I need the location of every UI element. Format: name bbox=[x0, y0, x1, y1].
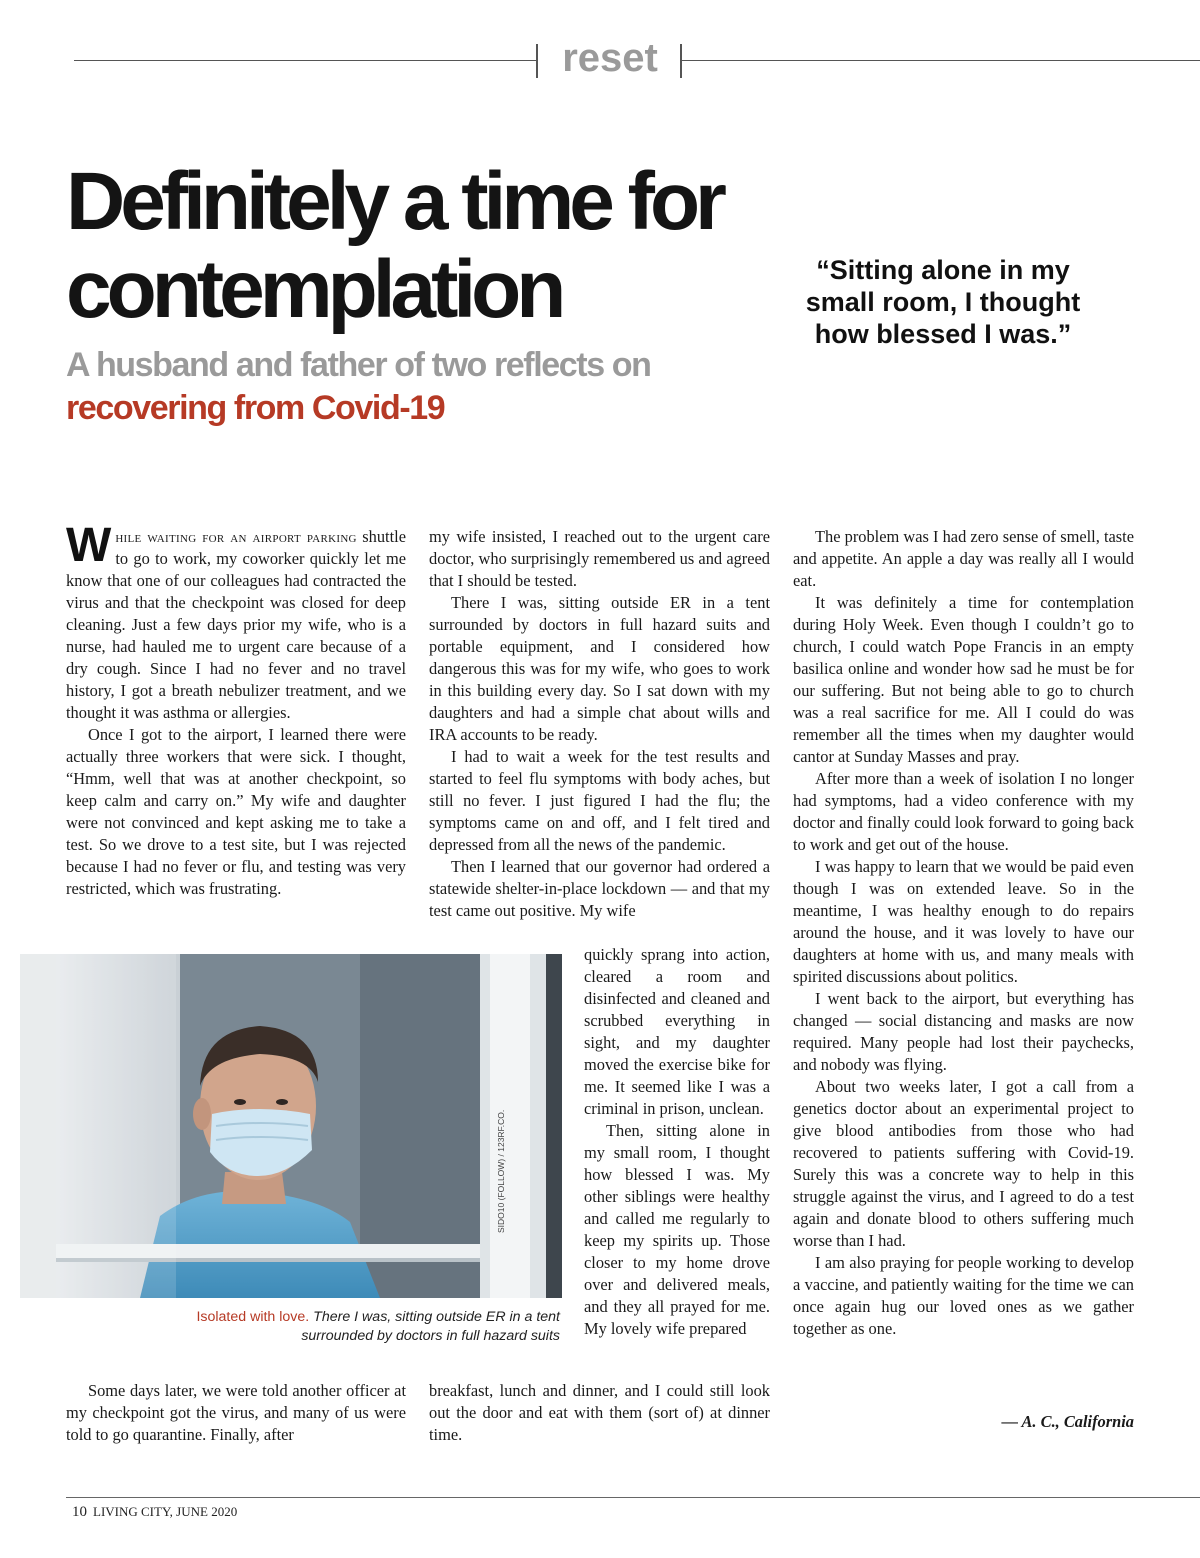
column-2-top bbox=[429, 526, 770, 922]
section-label: reset bbox=[562, 36, 658, 80]
article-paragraph: Once I got to the airport, I learned there were actually three workers that were sick. I thought, “Hmm, well that was at another checkpoint, so keep calm and carry on.” My wife and daughter were not convinced and kept asking me to take a test. So we drove to a test site, but I was rejected because I had no fever or flu, and testing was very restricted, which was frustrating. bbox=[66, 725, 406, 898]
column-3 bbox=[793, 526, 1134, 1340]
article-paragraph: About two weeks later, I got a call from a genetics doctor about an experimental project to give blood antibodies from those who had recovered to patients suffering with Covid-19. Surely this was a concrete way to help in this struggle against the virus, and I agreed to do a test again and donate blood to others suffering much worse than I had. bbox=[793, 1077, 1134, 1250]
man-in-mask-at-window-illustration bbox=[20, 954, 562, 1298]
header-rule-right bbox=[682, 60, 1200, 61]
article-paragraph: I am also praying for people working to develop a vaccine, and patiently waiting for the time we can once again hug our loved ones as we gather together as one. bbox=[793, 1253, 1134, 1338]
article-paragraph: I had to wait a week for the test results and started to feel flu symptoms with body aches, but still no fever. I just figured I had the flu; the symptoms came on and off, and I felt tired and depressed from all the news of the pandemic. bbox=[429, 747, 770, 854]
article-paragraph: After more than a week of isolation I no longer had symptoms, had a video conference with my doctor and finally could look forward to going back to work and get out of the house. bbox=[793, 769, 1134, 854]
article-paragraph: Some days later, we were told another officer at my checkpoint got the virus, and many of us were told to go quarantine. Finally, after bbox=[66, 1381, 406, 1444]
article-paragraph: I was happy to learn that we would be paid even though I was on extended leave. So in the meantime, I was healthy enough to do repairs around the house, and it was lovely to have our daughters at home with us, and many meals with spirited discussions about politics. bbox=[793, 857, 1134, 986]
publication-line: LIVING CITY, JUNE 2020 bbox=[93, 1504, 238, 1519]
header-rule-left bbox=[74, 60, 536, 61]
header-tick-left bbox=[536, 44, 538, 78]
drop-cap: W bbox=[66, 519, 112, 572]
article-photo bbox=[20, 954, 562, 1298]
article-paragraph: my wife insisted, I reached out to the urgent care doctor, who surprisingly remembered us and agreed that I should be tested. bbox=[429, 527, 770, 590]
article-signature: — A. C., California bbox=[1001, 1412, 1134, 1431]
column-2-narrow bbox=[584, 944, 770, 1340]
article-paragraph: I went back to the airport, but everything has changed — social distancing and masks are now required. Many people had lost their paychecks, and nobody was flying. bbox=[793, 989, 1134, 1074]
subhead-lead: A husband and father of two reflects on bbox=[66, 346, 651, 384]
caption-body: There I was, sitting outside ER in a tent surrounded by doctors in full hazard suits bbox=[301, 1309, 560, 1344]
photo-caption bbox=[150, 1308, 560, 1346]
lead-in: hile waiting for an airport parking bbox=[115, 527, 357, 546]
header-tick-right bbox=[680, 44, 682, 78]
column-1-bottom bbox=[66, 1380, 406, 1446]
caption-lead: Isolated with love. bbox=[196, 1309, 310, 1325]
footer-rule bbox=[66, 1497, 1200, 1498]
photo-credit: SIDO10 (FOLLOW) / 123RF.CO. bbox=[496, 1109, 506, 1233]
article-paragraph: The problem was I had zero sense of smell, taste and appetite. An apple a day was really all I would eat. bbox=[793, 527, 1134, 590]
lead-paragraph-rest: shuttle to go to work, my coworker quickly let me know that one of our colleagues had contracted the virus and that the checkpoint was closed for deep cleaning. Just a few days prior my wife, who is a nurse, had hauled me to urgent care because of a dry cough. Since I had no fever and no travel history, I got a breath nebulizer treatment, and we thought it was asthma or allergies. bbox=[66, 527, 406, 722]
page-footer bbox=[72, 1504, 237, 1521]
subhead-accent: recovering from Covid-19 bbox=[66, 389, 445, 427]
column-2-bottom bbox=[429, 1380, 770, 1446]
page-number: 10 bbox=[72, 1504, 87, 1520]
article-paragraph bbox=[66, 519, 406, 724]
article-paragraph: Then, sitting alone in my small room, I thought how blessed I was. My other siblings were healthy and called me regularly to keep my spirits up. Those closer to my home drove over and delivered meals, and they all prayed for me. My lovely wife prepared bbox=[584, 1121, 770, 1338]
pull-quote: “Sitting alone in my small room, I thought how blessed I was.” bbox=[805, 255, 1081, 349]
article-paragraph: There I was, sitting outside ER in a tent surrounded by doctors in full hazard suits and portable equipment, and I considered how dangerous this was for my wife, who goes to work in this building every day. So I sat down with my daughters and had a simple chat about wills and IRA accounts to be ready. bbox=[429, 593, 770, 744]
article-subhead bbox=[66, 344, 726, 430]
article-headline: Definitely a time for contemplation bbox=[66, 156, 722, 335]
article-paragraph: breakfast, lunch and dinner, and I could still look out the door and eat with them (sort of) at dinner time. bbox=[429, 1381, 770, 1444]
article-paragraph: It was definitely a time for contemplation during Holy Week. Even though I couldn’t go to church, I could watch Pope Francis in an empty basilica online and wonder how sad he must be for our suffering. But not being able to go to church was a real sacrifice for me. All I could do was remember all the times when my daughter would cantor at Sunday Masses and pray. bbox=[793, 593, 1134, 766]
article-paragraph: Then I learned that our governor had ordered a statewide shelter-in-place lockdown — and that my test came out positive. My wife bbox=[429, 857, 770, 920]
column-1-top bbox=[66, 519, 406, 900]
article-paragraph: quickly sprang into action, cleared a room and disinfected and cleaned and scrubbed everything in sight, and my daughter moved the exercise bike for me. It seemed like I was a criminal in prison, unclean. bbox=[584, 945, 770, 1118]
